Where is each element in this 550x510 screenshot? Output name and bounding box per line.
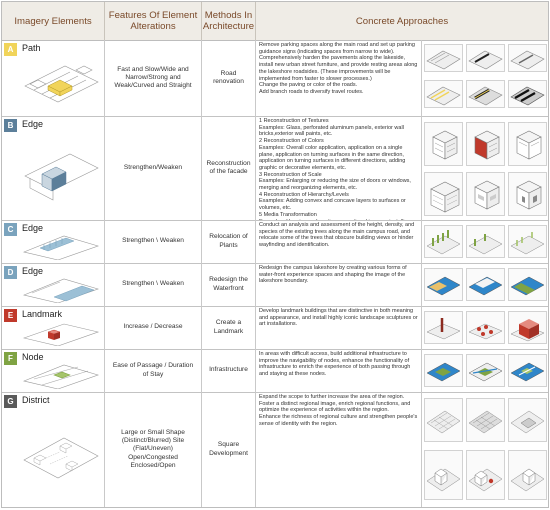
thumbnail [508, 122, 547, 166]
approach-cell: Develop landmark buildings that are distinctive in both meaning and appearance, and install highly iconic landscape sculptures or art installations. [256, 306, 422, 349]
features-cell: Fast and Slow/Wide and Narrow/Strong and Weak/Curved and Straight [105, 40, 202, 116]
element-name: Landmark [22, 309, 63, 319]
approach-thumbnails [422, 263, 548, 306]
thumbnail [508, 268, 547, 301]
thumbnail [424, 450, 463, 500]
approach-cell: Conduct an analysis and assessment of the height, density, and species of the existing trees along the main campus road, and relocate some of the trees that obscure building views or hinder wayfinding and identification. [256, 220, 422, 263]
method-cell: Reconstruction of the facade [202, 116, 256, 220]
approach-thumbnails [422, 116, 548, 220]
features-cell: Strengthen \ Weaken [105, 220, 202, 263]
element-cell [2, 220, 105, 263]
approach-cell: Remove parking spaces along the main road and set up parking guidance signs (indicating spaces from narrow to wide). Comprehensively harden the pavements along the lakeside, install new urban street furniture, and provide resting areas along the lakeshore roadsides. (These improvements will be implemented from faster to slower processes.) Change the paving or color of the roads. Add branch roads to diversify travel routes. [256, 40, 422, 116]
table-row-edge-facade [2, 116, 548, 221]
letter-badge: B [4, 119, 17, 132]
table-row-landmark [2, 306, 548, 350]
header-methods: Methods In Architecture [202, 2, 256, 40]
thumbnail [508, 225, 547, 258]
thumbnail [466, 268, 505, 301]
method-cell: Relocation of Plants [202, 220, 256, 263]
approach-cell: In areas with difficult access, build additional infrastructure to improve the navigability of nodes, enhance the functionality of infrastructure to enrich the experience of both passing through and staying at these nodes. [256, 349, 422, 392]
thumbnail [424, 354, 463, 387]
path-illustration [20, 58, 100, 108]
thumbnail [508, 80, 547, 108]
table-row-path [2, 40, 548, 117]
header-features: Features Of Element Alterations [105, 2, 202, 40]
element-name: Edge [22, 266, 44, 276]
element-cell [2, 392, 105, 507]
thumbnail [424, 44, 463, 72]
thumbnail [466, 172, 505, 216]
letter-badge: A [4, 43, 17, 56]
element-name: Path [22, 43, 41, 53]
features-cell: Ease of Passage / Duration of Stay [105, 349, 202, 392]
letter-badge: C [4, 223, 17, 236]
approach-cell: 1 Reconstruction of Textures Examples: Glass, perforated aluminum panels, exterior wall bricks,exterior wall paints, etc. 2 Reconstruction of Colors Examples: Overall color application, application on a single plane, application on turning surfaces in the same direction, application on turning surfaces in different directions, adding graphic or decorative elements, etc. 3 Reconstruction of Scale Examples: Enlarging or reducing the size of doors or windows, merging and reorganizing elements, etc. 4 Reconstruction of Hierarchy/Levels Examples: Adding convex and concave layers to surfaces or volumes, etc. 5 Media Transformation [256, 116, 422, 220]
features-cell: Strengthen \ Weaken [105, 263, 202, 306]
thumbnail [424, 398, 463, 442]
thumbnail [508, 44, 547, 72]
thumbnail [424, 122, 463, 166]
thumbnail [466, 398, 505, 442]
thumbnail [466, 354, 505, 387]
thumbnail [424, 268, 463, 301]
node-illustration [20, 363, 100, 389]
method-cell: Square Development [202, 392, 256, 507]
header-imagery-elements: Imagery Elements [2, 2, 105, 40]
element-name: Edge [22, 223, 44, 233]
element-name: District [22, 395, 50, 405]
method-cell: Road renovation [202, 40, 256, 116]
approach-thumbnails [422, 392, 548, 507]
thumbnail [508, 311, 547, 344]
thumbnail [466, 311, 505, 344]
method-cell: Redesign the Waterfront [202, 263, 256, 306]
thumbnail [424, 172, 463, 216]
edge-facade-illustration [20, 146, 100, 206]
thumbnail [508, 172, 547, 216]
method-cell: Create a Landmark [202, 306, 256, 349]
approach-thumbnails [422, 220, 548, 263]
thumbnail [424, 311, 463, 344]
thumbnail [424, 80, 463, 108]
element-cell [2, 349, 105, 392]
thumbnail [466, 225, 505, 258]
thumbnail [466, 122, 505, 166]
element-name: Node [22, 352, 44, 362]
letter-badge: G [4, 395, 17, 408]
approach-cell: Expand the scope to further increase the area of the region. Foster a distinct regional image, enrich regional functions, and optimize the experience of activities within the region. Enhance the richness of regional culture and strengthen people's sense of identity with the region. [256, 392, 422, 507]
thumbnail [508, 354, 547, 387]
thumbnail [466, 450, 505, 500]
letter-badge: F [4, 352, 17, 365]
element-cell [2, 263, 105, 306]
thumbnail [508, 450, 547, 500]
imagery-elements-table [1, 1, 549, 508]
element-cell [2, 116, 105, 220]
features-cell: Increase / Decrease [105, 306, 202, 349]
approach-cell: Redesign the campus lakeshore by creating various forms of water-front experience spaces and shaping the image of the lakeshore boundary. [256, 263, 422, 306]
approach-thumbnails [422, 306, 548, 349]
letter-badge: E [4, 309, 17, 322]
landmark-illustration [20, 322, 100, 346]
features-cell: Large or Small Shape (Distinct/Blurred) Site (Flat/Uneven) Open/Congested Enclosed/Open [105, 392, 202, 507]
thumbnail [424, 225, 463, 258]
thumbnail [466, 80, 505, 108]
table-header [2, 2, 548, 41]
thumbnail [466, 44, 505, 72]
element-cell [2, 306, 105, 349]
element-cell [2, 40, 105, 116]
features-cell: Strengthen/Weaken [105, 116, 202, 220]
thumbnail [508, 398, 547, 442]
header-concrete-approaches: Concrete Approaches [355, 15, 449, 27]
letter-badge: D [4, 266, 17, 279]
district-illustration [20, 428, 100, 488]
method-cell: Infrastructure [202, 349, 256, 392]
table-row-edge-plants [2, 220, 548, 264]
table-row-node [2, 349, 548, 393]
table-row-edge-waterfront [2, 263, 548, 307]
table-row-district [2, 392, 548, 507]
edge-plants-illustration [20, 234, 100, 260]
approach-thumbnails [422, 349, 548, 392]
edge-waterfront-illustration [20, 277, 100, 303]
element-name: Edge [22, 119, 44, 129]
approach-thumbnails [422, 40, 548, 116]
